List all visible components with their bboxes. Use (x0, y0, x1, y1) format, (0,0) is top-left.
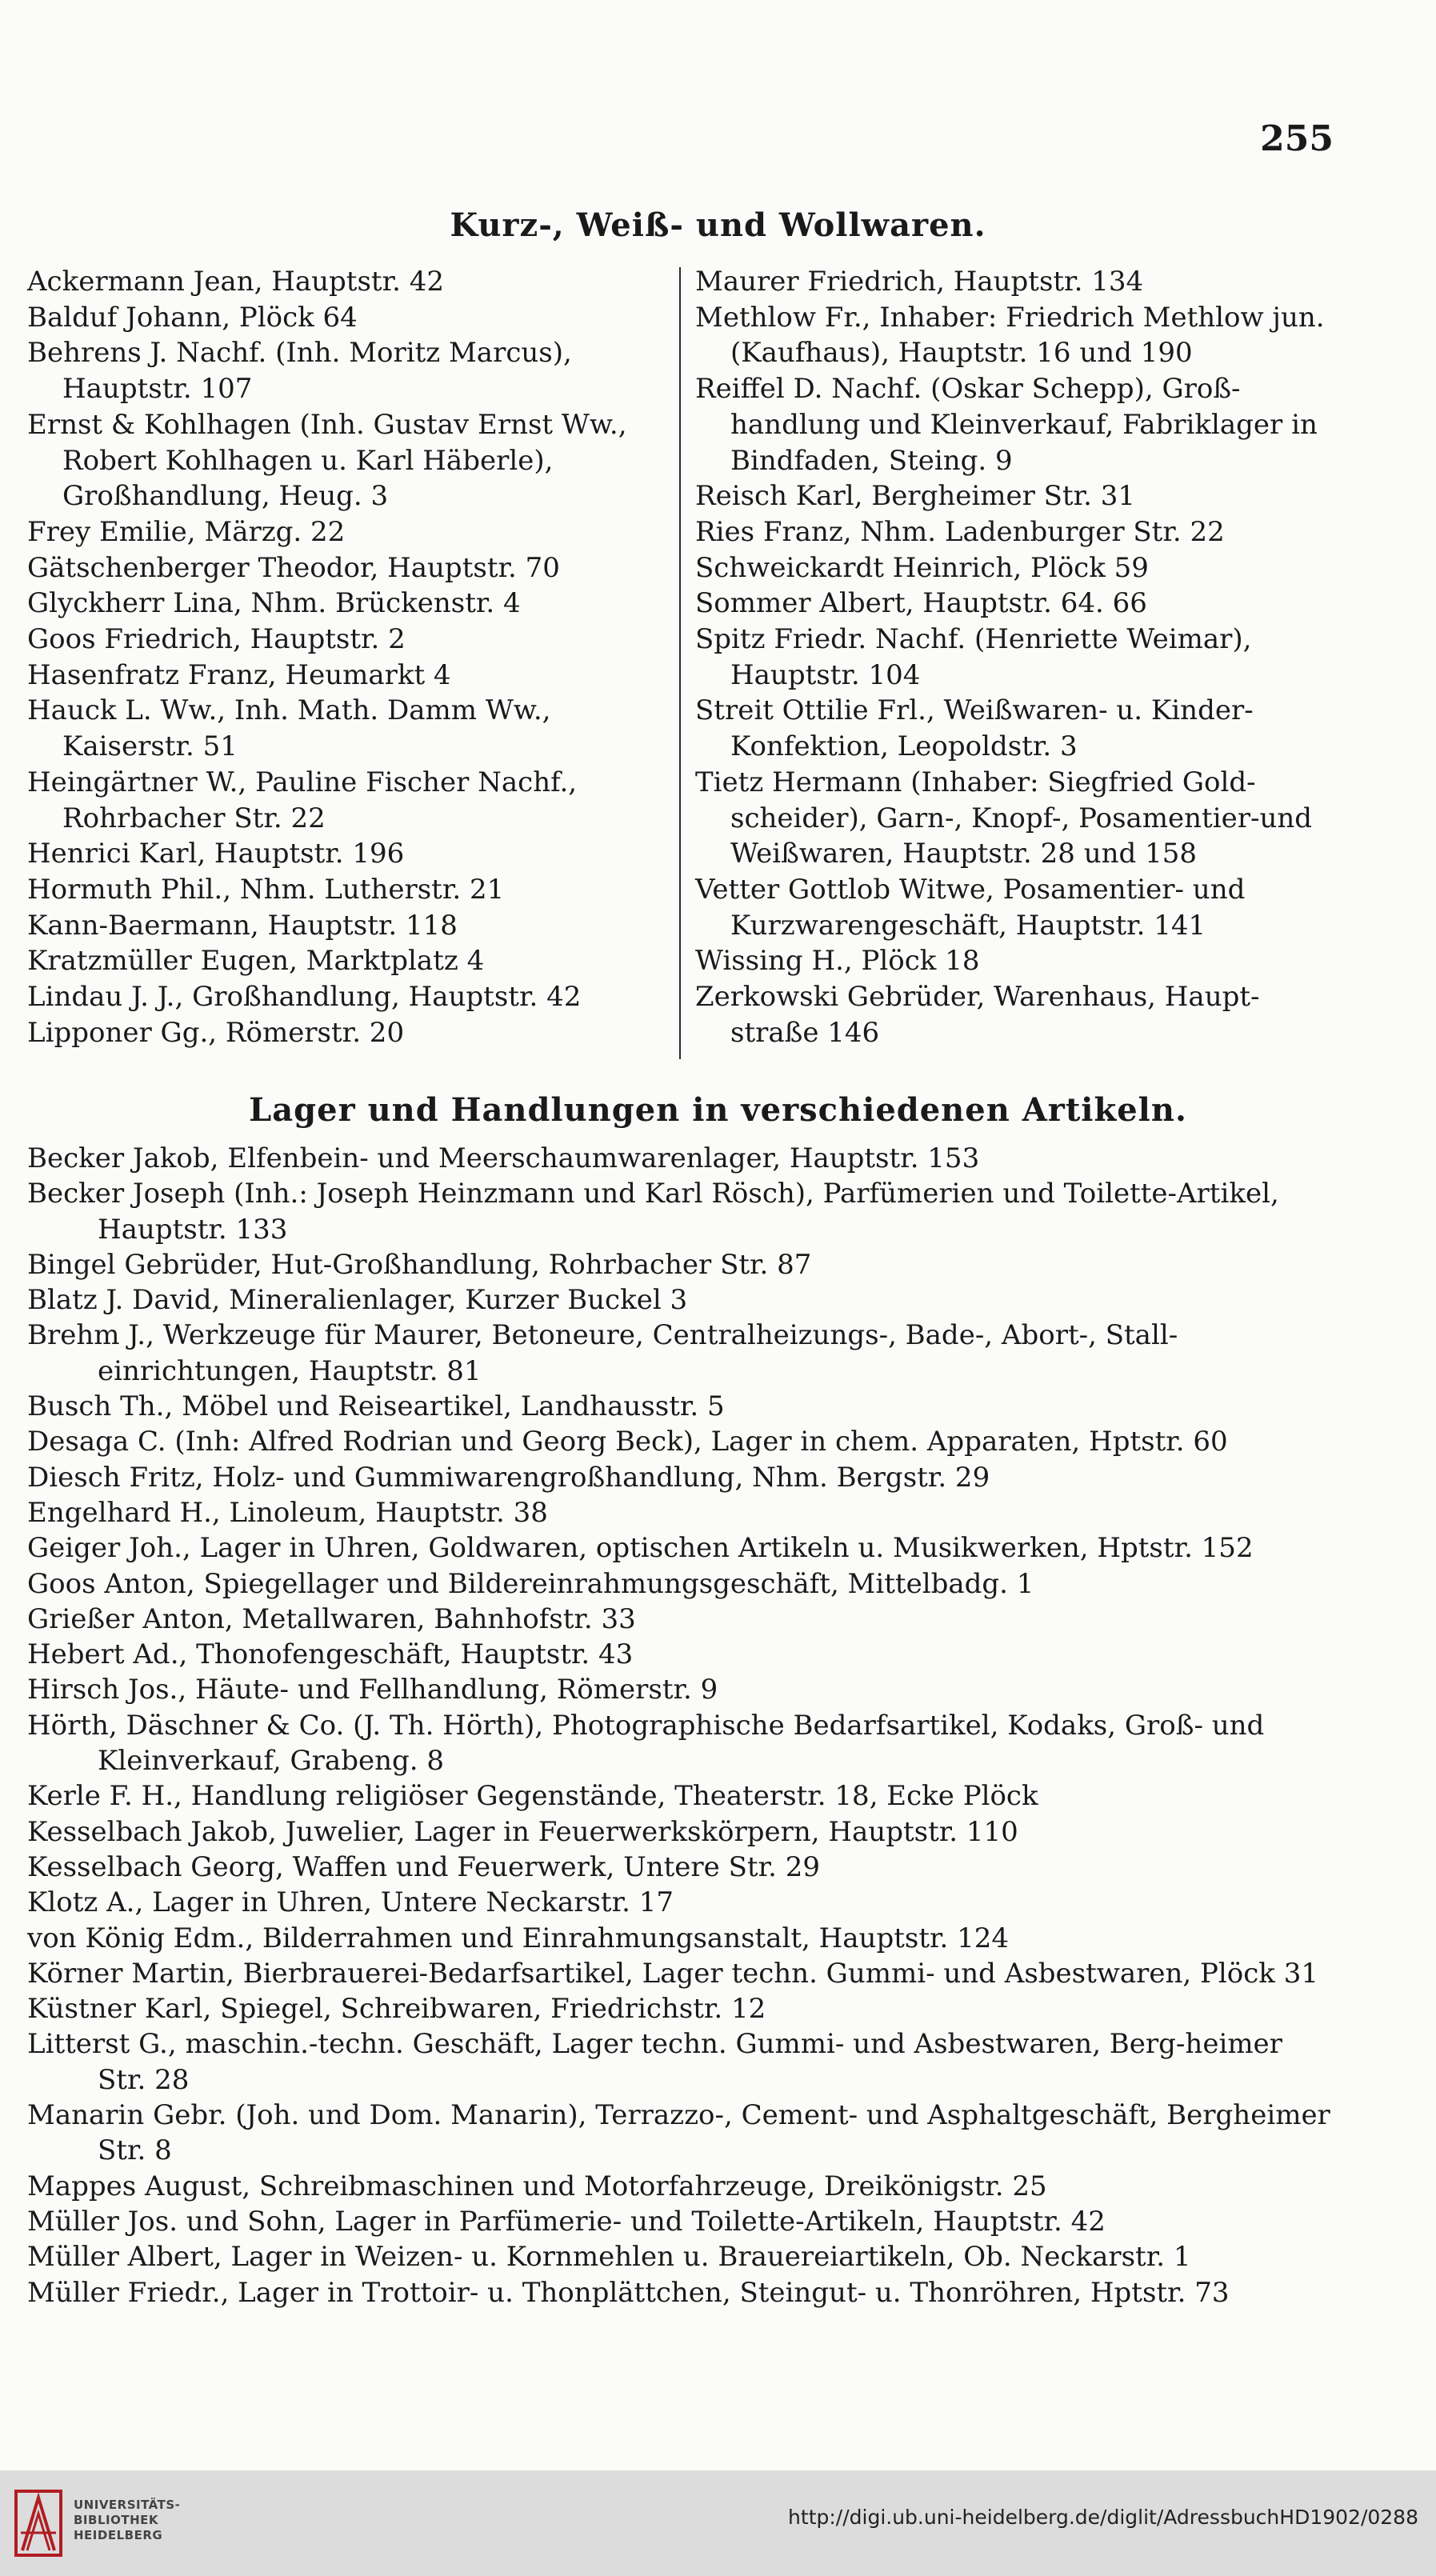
list-item: Wissing H., Plöck 18 (695, 945, 980, 978)
list-item: Bingel Gebrüder, Hut-Großhandlung, Rohrbacher Str. 87 (27, 1248, 812, 1281)
list-item: Müller Albert, Lager in Weizen- u. Kornmehlen u. Brauereiartikeln, Ob. Neckarstr. 1 (27, 2241, 1191, 2274)
list-item: Reiffel D. Nachf. (Oskar Schepp), Groß-handlung und Kleinverkauf, Fabriklager in Bindfaden, Steing. 9 (695, 373, 1318, 477)
full-width-listing (27, 1141, 1339, 2310)
section-title-kurzwaren: Kurz-, Weiß- und Wollwaren. (450, 206, 986, 244)
list-item: Zerkowski Gebrüder, Warenhaus, Haupt-straße 146 (695, 981, 1260, 1049)
footer-bar (0, 2470, 1436, 2576)
list-item: Litterst G., maschin.-techn. Geschäft, Lager techn. Gummi- und Asbestwaren, Berg-heimer Str. 28 (27, 2028, 1282, 2096)
list-item: Lipponer Gg., Römerstr. 20 (27, 1016, 405, 1049)
column-divider (679, 267, 681, 1059)
list-item: Busch Th., Möbel und Reiseartikel, Landhausstr. 5 (27, 1390, 725, 1423)
list-item: Behrens J. Nachf. (Inh. Moritz Marcus), Hauptstr. 107 (27, 337, 572, 406)
list-item: Hormuth Phil., Nhm. Lutherstr. 21 (27, 873, 505, 906)
list-item: Hörth, Däschner & Co. (J. Th. Hörth), Photographische Bedarfsartikel, Kodaks, Groß- und Kleinverkauf, Grabeng. 8 (27, 1709, 1265, 1778)
list-item: Reisch Karl, Bergheimer Str. 31 (695, 480, 1135, 513)
list-item: Gätschenberger Theodor, Hauptstr. 70 (27, 551, 560, 584)
list-item: Ernst & Kohlhagen (Inh. Gustav Ernst Ww., Robert Kohlhagen u. Karl Häberle), Großhandlung, Heug. 3 (27, 408, 627, 513)
university-library-logo-icon (14, 2486, 62, 2560)
list-item: Küstner Karl, Spiegel, Schreibwaren, Friedrichstr. 12 (27, 1993, 766, 2026)
list-item: Müller Friedr., Lager in Trottoir- u. Thonplättchen, Steingut- u. Thonröhren, Hptstr. 73 (27, 2276, 1230, 2309)
list-item: Körner Martin, Bierbrauerei-Bedarfsartikel, Lager techn. Gummi- und Asbestwaren, Plöck 31 (27, 1957, 1318, 1990)
section-title-lager: Lager und Handlungen in verschiedenen Artikeln. (249, 1091, 1187, 1129)
list-item: Sommer Albert, Hauptstr. 64. 66 (695, 587, 1147, 620)
list-item: Geiger Joh., Lager in Uhren, Goldwaren, optischen Artikeln u. Musikwerken, Hptstr. 152 (27, 1532, 1254, 1565)
list-item: Vetter Gottlob Witwe, Posamentier- und Kurzwarengeschäft, Hauptstr. 141 (695, 873, 1246, 942)
list-item: Kann-Baermann, Hauptstr. 118 (27, 909, 458, 942)
page-number: 255 (1260, 118, 1334, 159)
list-item: Engelhard H., Linoleum, Hauptstr. 38 (27, 1496, 548, 1529)
list-item: Mappes August, Schreibmaschinen und Motorfahrzeuge, Dreikönigstr. 25 (27, 2170, 1047, 2202)
list-item: Kerle F. H., Handlung religiöser Gegenstände, Theaterstr. 18, Ecke Plöck (27, 1780, 1038, 1813)
list-item: Heingärtner W., Pauline Fischer Nachf., Rohrbacher Str. 22 (27, 766, 578, 834)
list-item: Hirsch Jos., Häute- und Fellhandlung, Römerstr. 9 (27, 1674, 718, 1706)
list-item: Spitz Friedr. Nachf. (Henriette Weimar), Hauptstr. 104 (695, 623, 1252, 691)
list-item: Frey Emilie, Märzg. 22 (27, 515, 346, 548)
list-item: Goos Anton, Spiegellager und Bildereinrahmungsgeschäft, Mittelbadg. 1 (27, 1567, 1034, 1600)
list-item: Müller Jos. und Sohn, Lager in Parfümerie- und Toilette-Artikeln, Hauptstr. 42 (27, 2205, 1106, 2238)
list-item: Methlow Fr., Inhaber: Friedrich Methlow jun. (Kaufhaus), Hauptstr. 16 und 190 (695, 301, 1325, 370)
list-item: Hebert Ad., Thonofengeschäft, Hauptstr. 43 (27, 1638, 634, 1671)
left-column (27, 264, 671, 1050)
list-item: Grießer Anton, Metallwaren, Bahnhofstr. 33 (27, 1602, 636, 1635)
list-item: Manarin Gebr. (Joh. und Dom. Manarin), Terrazzo-, Cement- und Asphaltgeschäft, Bergheimer Str. 8 (27, 2099, 1330, 2167)
list-item: Kesselbach Jakob, Juwelier, Lager in Feuerwerkskörpern, Hauptstr. 110 (27, 1815, 1018, 1848)
list-item: Klotz A., Lager in Uhren, Untere Neckarstr. 17 (27, 1886, 674, 1919)
list-item: Becker Jakob, Elfenbein- und Meerschaumwarenlager, Hauptstr. 153 (27, 1142, 980, 1174)
list-item: Schweickardt Heinrich, Plöck 59 (695, 551, 1149, 584)
list-item: Hasenfratz Franz, Heumarkt 4 (27, 658, 451, 691)
logo-line: UNIVERSITÄTS- (74, 2498, 181, 2512)
list-item: Kratzmüller Eugen, Marktplatz 4 (27, 945, 485, 978)
library-logo-text (74, 2498, 180, 2543)
list-item: Desaga C. (Inh: Alfred Rodrian und Georg Beck), Lager in chem. Apparaten, Hptstr. 60 (27, 1426, 1228, 1458)
two-column-listing (27, 264, 1339, 1064)
list-item: Glyckherr Lina, Nhm. Brückenstr. 4 (27, 587, 521, 620)
list-item: Streit Ottilie Frl., Weißwaren- u. Kinder-Konfektion, Leopoldstr. 3 (695, 694, 1254, 763)
list-item: Blatz J. David, Mineralienlager, Kurzer Buckel 3 (27, 1284, 688, 1317)
right-column (695, 264, 1339, 1050)
list-item: Lindau J. J., Großhandlung, Hauptstr. 42 (27, 981, 582, 1014)
list-item: Goos Friedrich, Hauptstr. 2 (27, 623, 406, 656)
list-item: Brehm J., Werkzeuge für Maurer, Betoneure, Centralheizungs-, Bade-, Abort-, Stall-einrichtungen, Hauptstr. 81 (27, 1319, 1178, 1387)
logo-line: BIBLIOTHEK (74, 2513, 158, 2527)
permalink-url[interactable]: http://digi.ub.uni-heidelberg.de/diglit/AdressbuchHD1902/0288 (788, 2506, 1418, 2529)
list-item: Ries Franz, Nhm. Ladenburger Str. 22 (695, 515, 1225, 548)
list-item: Hauck L. Ww., Inh. Math. Damm Ww., Kaiserstr. 51 (27, 694, 551, 763)
logo-line: HEIDELBERG (74, 2528, 163, 2542)
list-item: Diesch Fritz, Holz- und Gummiwarengroßhandlung, Nhm. Bergstr. 29 (27, 1461, 990, 1494)
list-item: Balduf Johann, Plöck 64 (27, 301, 358, 334)
list-item: von König Edm., Bilderrahmen und Einrahmungsanstalt, Hauptstr. 124 (27, 1922, 1010, 1954)
list-item: Tietz Hermann (Inhaber: Siegfried Gold-scheider), Garn-, Knopf-, Posamentier-und Weißwaren, Hauptstr. 28 und 158 (695, 766, 1312, 870)
list-item: Henrici Karl, Hauptstr. 196 (27, 838, 405, 870)
list-item: Kesselbach Georg, Waffen und Feuerwerk, Untere Str. 29 (27, 1850, 820, 1883)
list-item: Becker Joseph (Inh.: Joseph Heinzmann und Karl Rösch), Parfümerien und Toilette-Artikel, Hauptstr. 133 (27, 1178, 1279, 1246)
list-item: Maurer Friedrich, Hauptstr. 134 (695, 266, 1144, 298)
list-item: Ackermann Jean, Hauptstr. 42 (27, 266, 444, 298)
